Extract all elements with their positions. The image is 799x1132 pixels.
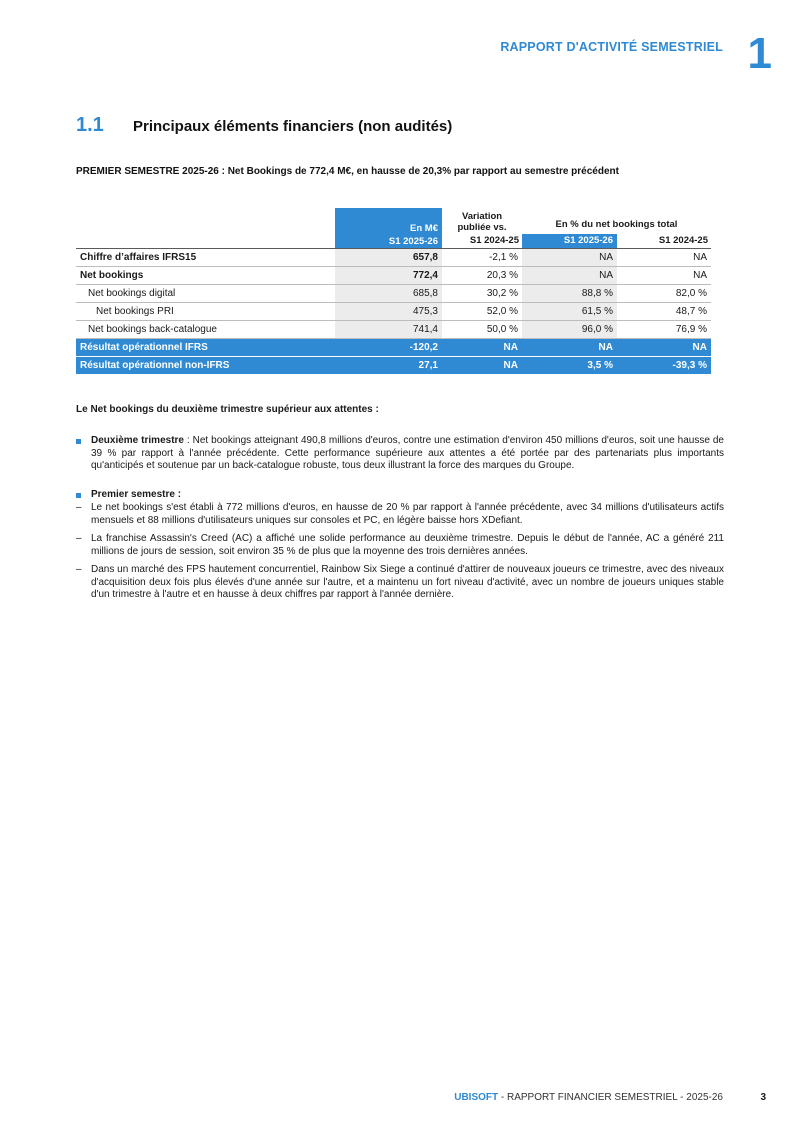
header-pct-s1-2024: S1 2024-25	[658, 235, 708, 246]
header-en-m-cell	[335, 208, 442, 248]
table-row: Net bookings back-catalogue 741,4 50,0 % 96,0 % 76,9 %	[76, 321, 711, 339]
dash-marker: –	[76, 533, 82, 544]
body-subhead: Le Net bookings du deuxième trimestre supérieur aux attentes :	[76, 404, 379, 415]
financial-table	[76, 208, 711, 375]
bullet-square-icon	[76, 439, 81, 444]
chapter-number: 1	[747, 29, 772, 78]
page-number: 3	[760, 1092, 766, 1103]
h1-dash-item-3: Dans un marché des FPS hautement concurrentiel, Rainbow Six Siege a continué d'attirer de nouveaux joueurs ce trimestre, avec des niveaux d'acquisition deux fois plus élevés d'une année sur l'autre, et a maintenu un fort niveau d'activité, avec un nombre de joueurs uniques stable d'un trimestre à l'autre et en hausse à deux chiffres par rapport à l'année dernière.	[91, 564, 724, 600]
dash-marker: –	[76, 564, 82, 575]
table-header	[76, 208, 711, 248]
table-row: Net bookings 772,4 20,3 % NA NA	[76, 267, 711, 285]
header-variation: Variation publiée vs.	[457, 211, 507, 233]
header-pct-s1-2025: S1 2025-26	[522, 234, 617, 248]
h1-dash-item-2: La franchise Assassin's Creed (AC) a affiché une solide performance au deuxième trimestre. Depuis le début de l'année, AC a généré 211 millions de jours de session, soit environ 35 % de plus que la moyenne des trois dernières années.	[91, 533, 724, 557]
page-footer: UBISOFT - RAPPORT FINANCIER SEMESTRIEL - 2025-26	[454, 1092, 723, 1103]
table-row: Net bookings digital 685,8 30,2 % 88,8 % 82,0 %	[76, 285, 711, 303]
h1-dash-item-1: Le net bookings s'est établi à 772 millions d'euros, en hausse de 20 % par rapport à l'année précédente, avec 34 millions d'utilisateurs actifs mensuels et 88 millions d'utilisateurs uniques sur consoles et PC, en légère baisse hors XDefiant.	[91, 502, 724, 526]
q2-paragraph: Deuxième trimestre : Net bookings atteignant 490,8 millions d'euros, contre une estimation d'environ 450 millions d'euros, soit une hausse de 39 % par rapport à l'année précédente. Cette performance supérieure aux attentes a été portée par des partenariats plus importants qu'anticipés et soutenue par un back-catalogue robuste, tous deux illustrant la force des marques du Groupe.	[91, 435, 724, 471]
section-title: Principaux éléments financiers (non audités)	[133, 118, 453, 135]
header-pct-total: En % du net bookings total	[555, 219, 678, 230]
running-header-title: RAPPORT D'ACTIVITÉ SEMESTRIEL	[500, 40, 723, 54]
section-number: 1.1	[76, 114, 104, 136]
header-en-m: En M€	[410, 223, 438, 234]
table-row: Net bookings PRI 475,3 52,0 % 61,5 % 48,7 %	[76, 303, 711, 321]
h1-heading: Premier semestre :	[91, 489, 182, 500]
dash-marker: –	[76, 502, 82, 513]
bullet-square-icon	[76, 493, 81, 498]
table-row: Résultat opérationnel IFRS -120,2 NA NA NA	[76, 339, 711, 357]
table-row: Chiffre d’affaires IFRS15 657,8 -2,1 % NA NA	[76, 248, 711, 267]
header-variation-s1: S1 2024-25	[469, 235, 519, 246]
header-s1-2025: S1 2025-26	[388, 236, 438, 247]
table-row: Résultat opérationnel non-IFRS 27,1 NA 3,5 % -39,3 %	[76, 357, 711, 375]
lead-statement: PREMIER SEMESTRE 2025-26 : Net Bookings de 772,4 M€, en hausse de 20,3% par rapport au semestre précédent	[76, 166, 619, 177]
